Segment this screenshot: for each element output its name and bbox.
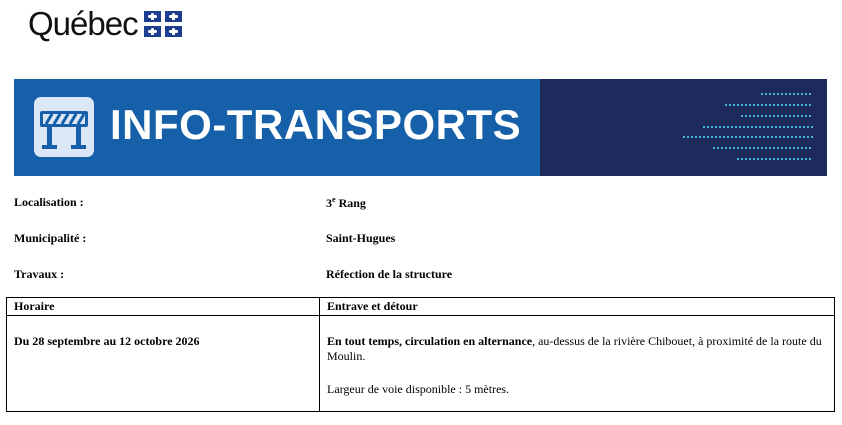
decorative-dots [683,136,813,138]
municipalite-label: Municipalité : [14,231,87,245]
localisation-value: 3e Rang [326,195,366,210]
decorative-dots [761,93,813,95]
decorative-dots [725,104,813,106]
decorative-dots [703,126,813,128]
decorative-dots [737,158,813,160]
horaire-cell: Du 28 septembre au 12 octobre 2026 [14,334,200,348]
travaux-value: Réfection de la structure [326,267,453,281]
header-horaire: Horaire [14,299,55,313]
largeur-voie-text: Largeur de voie disponible : 5 mètres. [327,382,510,396]
decorative-dots [713,147,813,149]
info-transports-banner [14,79,827,176]
header-entrave: Entrave et détour [327,299,418,313]
schedule-table [6,297,835,412]
entrave-cell: En tout temps, circulation en alternance, au-dessus de la rivière Chibouet, à proximité de la route du Moulin. [327,334,822,363]
localisation-label: Localisation : [14,195,84,209]
travaux-label: Travaux : [14,267,65,281]
banner-title: INFO-TRANSPORTS [110,101,522,148]
municipalite-value: Saint-Hugues [326,231,396,245]
quebec-logo [28,4,182,44]
logo-wordmark: Québec [28,5,138,42]
road-barrier-icon [34,97,94,157]
decorative-dots [741,115,813,117]
fleurdelise-flag-icon [144,11,182,37]
